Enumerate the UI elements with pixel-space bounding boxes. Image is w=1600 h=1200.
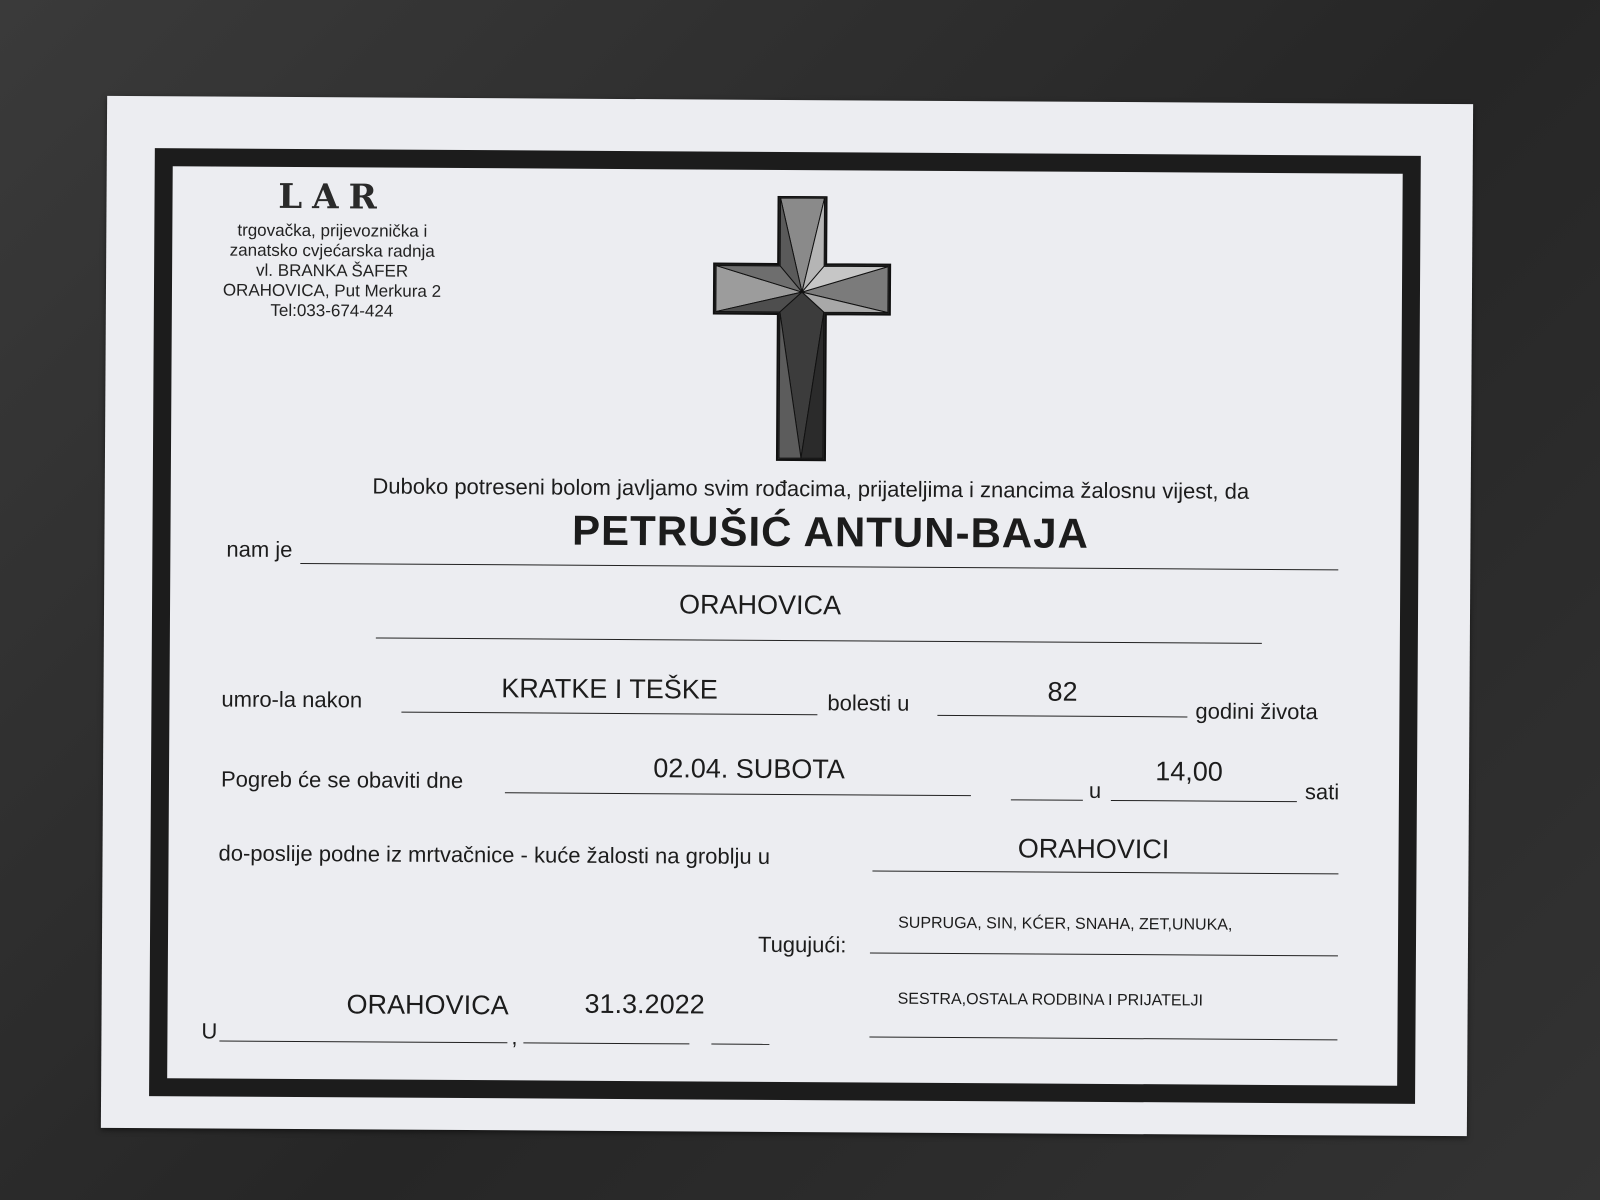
u-signoff-label: U [201, 1018, 218, 1044]
publisher-logo: LAR [278, 176, 387, 218]
signoff-date: 31.3.2022 [584, 988, 705, 1020]
illness-line [401, 712, 817, 716]
name-line [300, 563, 1338, 570]
location-label: do-poslije podne iz mrtvačnice - kuće žalosti na groblju u [218, 840, 771, 869]
mourners-underline-1 [870, 953, 1338, 957]
intro-text: Duboko potreseni bolom javljamo svim rođacima, prijateljima i znancima žalosnu vijest, da [372, 473, 1250, 504]
signoff-place: ORAHOVICA [346, 989, 509, 1021]
age-value: 82 [1047, 676, 1078, 707]
obituary-sheet [101, 96, 1473, 1136]
tugujuci-label: Tugujući: [757, 931, 847, 958]
deceased-place: ORAHOVICA [678, 589, 842, 621]
mourners-line-2: SESTRA,OSTALA RODBINA I PRIJATELJI [897, 990, 1203, 1010]
cross-icon [711, 196, 893, 467]
publisher-info [172, 220, 493, 322]
sati-label: sati [1304, 779, 1340, 805]
umro-la-label: umro-la nakon [221, 686, 363, 713]
godini-zivota-label: godini života [1195, 698, 1318, 725]
nam-je-label: nam je [226, 536, 293, 562]
publisher-line: zanatsko cvjećarska radnja [229, 240, 435, 261]
publisher-phone: Tel:033-674-424 [270, 300, 394, 321]
signoff-year-line [711, 1044, 769, 1045]
time-line [1111, 800, 1297, 802]
pogreb-label: Pogreb će se obaviti dne [220, 766, 464, 794]
signoff-comma: , [511, 1024, 518, 1050]
u-label: u [1088, 777, 1102, 803]
signoff-place-line [219, 1041, 507, 1044]
mourners-line-1: SUPRUGA, SIN, KĆER, SNAHA, ZET,UNUKA, [898, 914, 1233, 934]
signoff-date-line [523, 1042, 689, 1044]
bolesti-label: bolesti u [827, 690, 910, 716]
publisher-line: vl. BRANKA ŠAFER [255, 260, 409, 281]
cemetery-value: ORAHOVICI [1017, 833, 1170, 865]
cemetery-line [872, 871, 1338, 875]
date-line [505, 792, 971, 796]
short-line [1011, 799, 1083, 800]
mourners-underline-2 [869, 1037, 1337, 1041]
funeral-date: 02.04. SUBOTA [653, 753, 845, 785]
funeral-time: 14,00 [1155, 756, 1223, 787]
place-line [376, 637, 1262, 643]
age-line [937, 715, 1187, 718]
illness-value: KRATKE I TEŠKE [501, 673, 718, 705]
deceased-name: PETRUŠIĆ ANTUN-BAJA [571, 506, 1090, 557]
publisher-line: ORAHOVICA, Put Merkura 2 [222, 280, 442, 301]
black-border-frame [149, 148, 1421, 1104]
publisher-line: trgovačka, prijevoznička i [237, 220, 428, 241]
